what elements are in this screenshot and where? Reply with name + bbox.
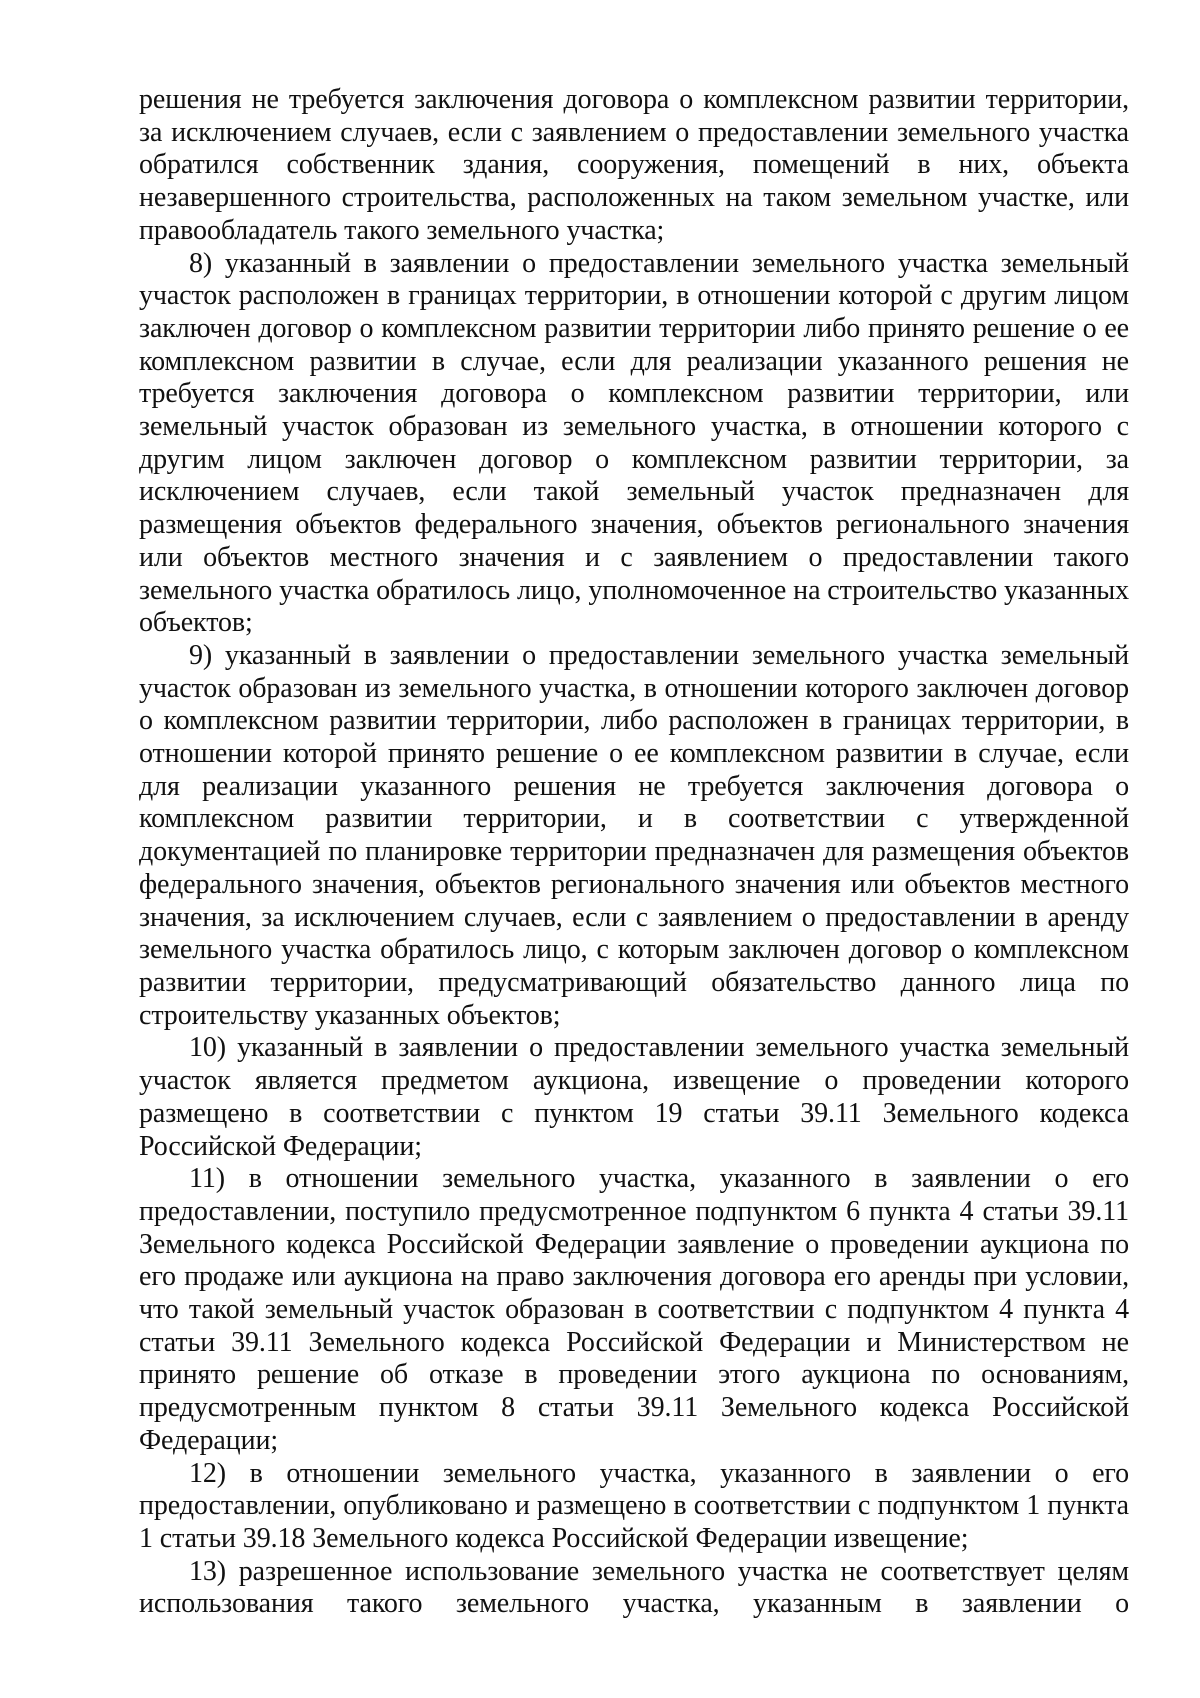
paragraph-7-continuation: решения не требуется заключения договора о комплексном развитии территории, за исключением случаев, если с заявлением о предоставлении земельного участка обратился собственник здания, сооружения, помещений в них, объекта незавершенного строительства, расположенных на таком земельном участке, или правообладатель такого земельного участка;	[139, 84, 1129, 246]
paragraph-item-10: 10) указанный в заявлении о предоставлении земельного участка земельный участок является предметом аукциона, извещение о проведении которого размещено в соответствии с пунктом 19 статьи 39.11 Земельного кодекса Российской Федерации;	[139, 1032, 1129, 1162]
paragraph-item-12: 12) в отношении земельного участка, указанного в заявлении о его предоставлении, опубликовано и размещено в соответствии с подпунктом 1 пункта 1 статьи 39.18 Земельного кодекса Российской Федерации извещение;	[139, 1457, 1129, 1554]
document-page	[139, 84, 1129, 1621]
paragraph-item-13: 13) разрешенное использование земельного участка не соответствует целям использования такого земельного участка, указанным в заявлении о	[139, 1555, 1129, 1620]
paragraph-item-8: 8) указанный в заявлении о предоставлении земельного участка земельный участок расположен в границах территории, в отношении которой с другим лицом заключен договор о комплексном развитии территории либо принято решение о ее комплексном развитии в случае, если для реализации указанного решения не требуется заключения договора о комплексном развитии территории, или земельный участок образован из земельного участка, в отношении которого с другим лицом заключен договор о комплексном развитии территории, за исключением случаев, если такой земельный участок предназначен для размещения объектов федерального значения, объектов регионального значения или объектов местного значения и с заявлением о предоставлении такого земельного участка обратилось лицо, уполномоченное на строительство указанных объектов;	[139, 247, 1129, 639]
paragraph-item-11: 11) в отношении земельного участка, указанного в заявлении о его предоставлении, поступило предусмотренное подпунктом 6 пункта 4 статьи 39.11 Земельного кодекса Российской Федерации заявление о проведении аукциона по его продаже или аукциона на право заключения договора его аренды при условии, что такой земельный участок образован в соответствии с подпунктом 4 пункта 4 статьи 39.11 Земельного кодекса Российской Федерации и Министерством не принято решение об отказе в проведении этого аукциона по основаниям, предусмотренным пунктом 8 статьи 39.11 Земельного кодекса Российской Федерации;	[139, 1163, 1129, 1456]
paragraph-item-9: 9) указанный в заявлении о предоставлении земельного участка земельный участок образован из земельного участка, в отношении которого заключен договор о комплексном развитии территории, либо расположен в границах территории, в отношении которой принято решение о ее комплексном развитии в случае, если для реализации указанного решения не требуется заключения договора о комплексном развитии территории, и в соответствии с утвержденной документацией по планировке территории предназначен для размещения объектов федерального значения, объектов регионального значения или объектов местного значения, за исключением случаев, если с заявлением о предоставлении в аренду земельного участка обратилось лицо, с которым заключен договор о комплексном развитии территории, предусматривающий обязательство данного лица по строительству указанных объектов;	[139, 639, 1129, 1031]
